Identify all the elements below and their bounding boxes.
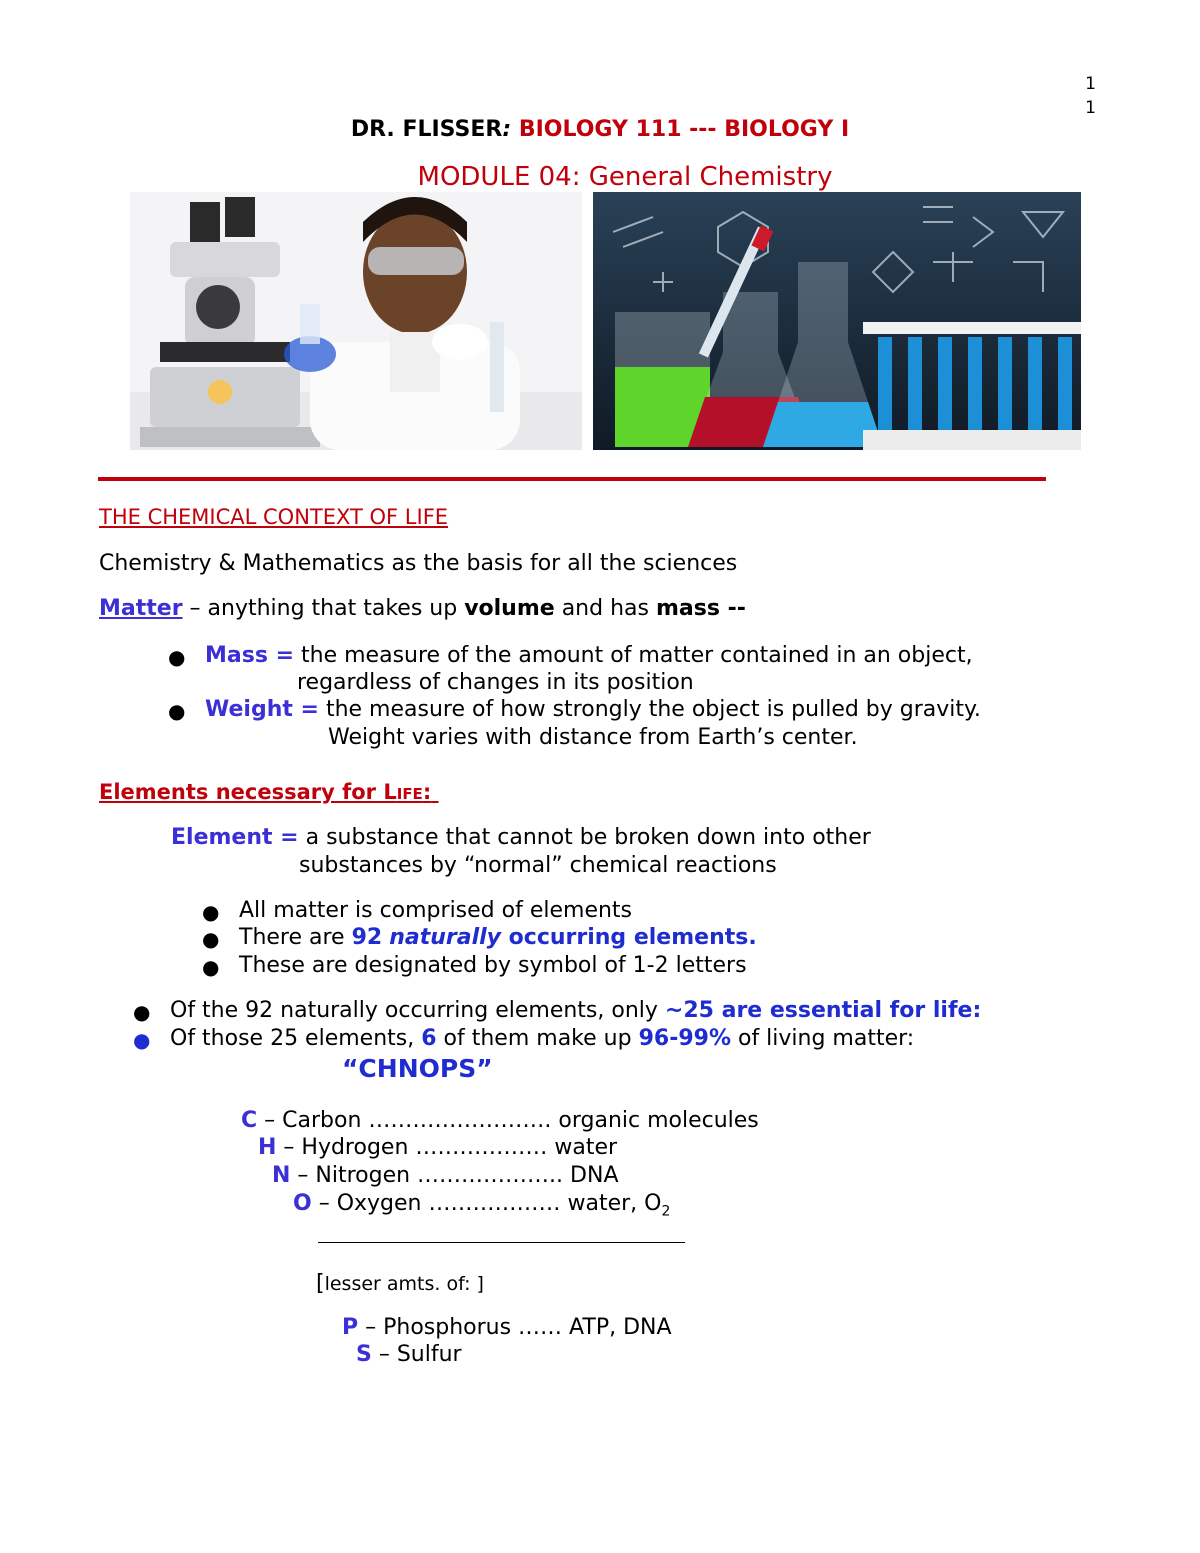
section-heading-elements [99,780,439,804]
matter-volume: volume [464,596,555,621]
matter-mass: mass [655,596,720,621]
matter-term: Matter [99,596,183,621]
lesser-bracket: [ [316,1271,325,1296]
element-symbol: O [293,1191,312,1216]
bullet-icon: ● [133,1000,151,1024]
intro-line: Chemistry & Mathematics as the basis for all the sciences [99,551,738,576]
mass-definition [205,643,973,668]
section2-heading-part2: ife [396,780,423,804]
element-symbol: P [342,1315,359,1340]
author: DR. FLISSER [350,117,503,142]
bullet-icon: ● [202,927,220,951]
chnops-heading: “CHNOPS” [342,1054,493,1083]
element-row-nitrogen [272,1163,619,1188]
of-25-mid: of them make up [436,1026,639,1051]
element-row-carbon [241,1108,759,1133]
of-25-post: of living matter: [730,1026,915,1051]
mass-term: Mass = [205,643,295,668]
bullet-icon: ● [202,900,220,924]
element-term: Element = [171,825,299,850]
mass-line1: the measure of the amount of matter contained in an object, [294,643,973,668]
element-text: – Oxygen ……………… water, O [311,1191,662,1216]
occurring-elements: occurring elements. [501,925,757,950]
page-number: 1 [1085,74,1096,94]
course-title: BIOLOGY 111 --- BIOLOGY I [518,117,850,142]
element-symbol: H [258,1135,277,1160]
mass-line2: regardless of changes in its position [297,670,694,695]
o2-subscript: 2 [661,1203,671,1220]
weight-line2: Weight varies with distance from Earth’s center. [328,725,858,750]
element-row-hydrogen [258,1135,617,1160]
element-text: – Hydrogen ……………… water [276,1135,618,1160]
matter-tail: -- [719,596,746,621]
section2-heading-colon: : [422,780,432,804]
list-item-pre: There are [239,925,352,950]
module-title: MODULE 04: General Chemistry [417,162,833,192]
bullet-icon: ● [202,955,220,979]
six: 6 [421,1026,437,1051]
element-symbol: S [356,1342,372,1367]
chemistry-glassware-photo [593,192,1081,450]
element-line1: a substance that cannot be broken down into other [298,825,871,850]
element-text: – Nitrogen ……………….. DNA [290,1163,619,1188]
of-92-pre: Of the 92 naturally occurring elements, only [170,998,665,1023]
of-25-line [170,1026,914,1051]
lesser-text: lesser amts. of: ] [324,1273,484,1295]
list-item: These are designated by symbol of 1-2 letters [239,953,747,978]
separator-line [318,1242,685,1243]
section2-heading-part1: Elements necessary for L [99,780,397,804]
element-definition [171,825,871,850]
of-92-line [170,998,981,1023]
section-heading-chemical-context [99,505,448,529]
essential-for-life: ~25 are essential for life: [664,998,982,1023]
element-row-phosphorus [342,1315,672,1340]
matter-and-has: and has [554,596,656,621]
element-text: – Phosphorus …… ATP, DNA [358,1315,672,1340]
ninety-two: 92 [351,925,383,950]
lesser-amounts [316,1271,484,1296]
page-number: 1 [1085,98,1096,118]
element-text: – Sulfur [371,1342,462,1367]
element-text: – Carbon ……………………. organic molecules [257,1108,759,1133]
element-line2: substances by “normal” chemical reactions [299,853,777,878]
weight-term: Weight = [205,697,319,722]
weight-definition [205,697,981,722]
lab-scientist-photo [130,192,582,450]
percent: 96-99% [638,1026,731,1051]
list-item: All matter is comprised of elements [239,898,633,923]
element-row-sulfur [356,1342,462,1367]
of-25-pre: Of those 25 elements, [170,1026,422,1051]
element-row-oxygen [293,1191,670,1219]
element-symbol: N [272,1163,291,1188]
header-colon: : [502,117,512,142]
matter-definition [99,596,746,621]
naturally-emph: naturally [389,925,502,950]
element-symbol: C [241,1108,258,1133]
bullet-icon: ● [133,1028,151,1052]
section-divider [98,477,1046,481]
weight-line1: the measure of how strongly the object is pulled by gravity. [318,697,981,722]
course-header [0,117,1200,142]
list-item [239,925,757,950]
bullet-icon: ● [168,699,186,723]
matter-dash: – anything that takes up [182,596,465,621]
section-heading-text: THE CHEMICAL CONTEXT OF LIFE [99,505,449,529]
bullet-icon: ● [168,645,186,669]
